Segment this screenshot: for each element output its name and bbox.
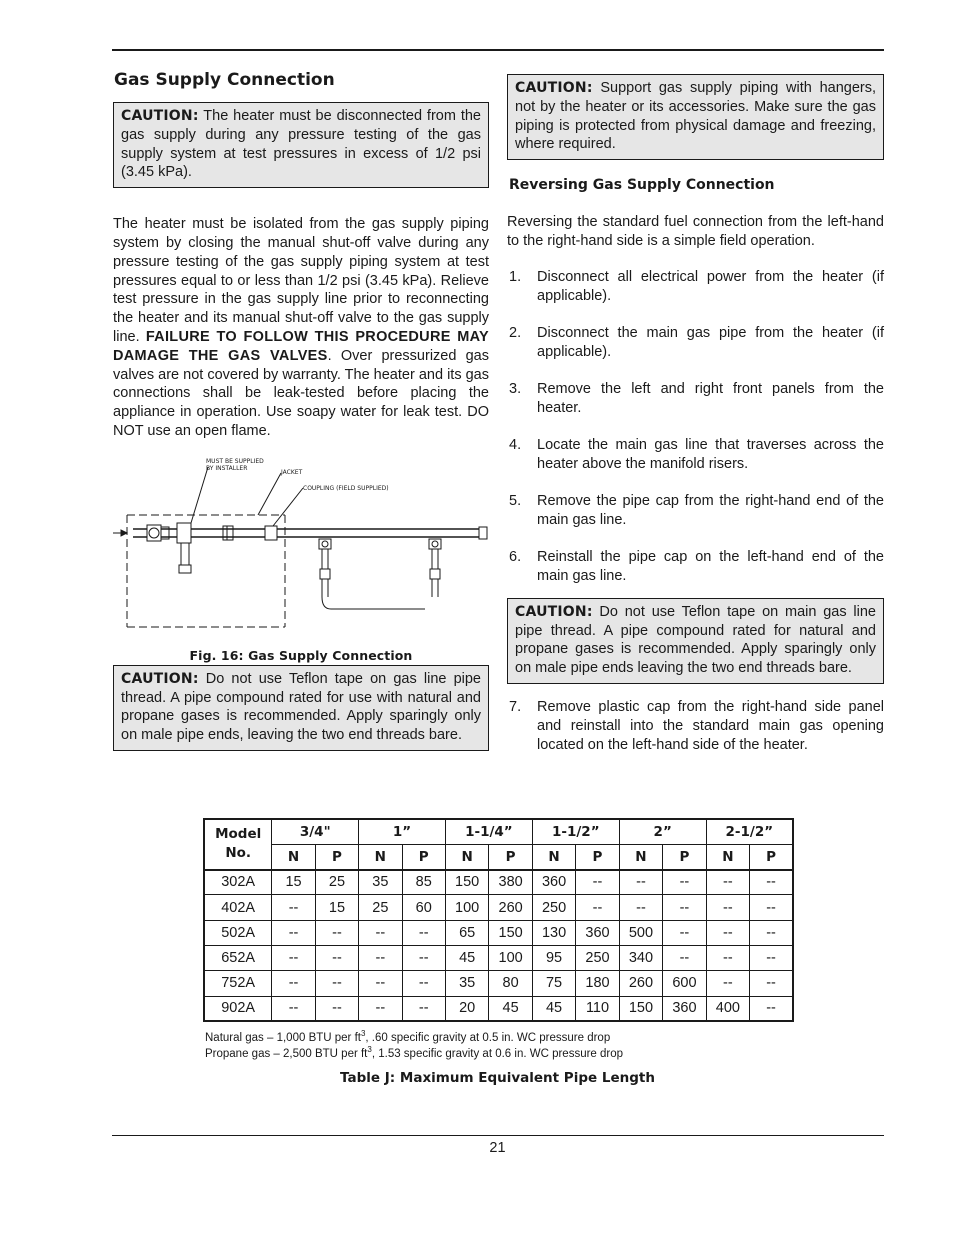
model-cell: 502A	[204, 920, 272, 945]
value-cell: --	[272, 920, 315, 945]
value-cell: --	[272, 945, 315, 970]
step-number: 6.	[509, 549, 522, 566]
value-cell: 45	[489, 996, 532, 1021]
size-header: 2-1/2”	[706, 819, 793, 844]
value-cell: 80	[489, 971, 532, 996]
model-cell: 302A	[204, 870, 272, 895]
note-text: , 1.53 specific gravity at 0.6 in. WC pressure drop	[371, 1047, 624, 1060]
step-text: Disconnect the main gas pipe from the heater (if applicable).	[537, 324, 884, 360]
value-cell: 600	[663, 971, 706, 996]
size-header: 1-1/4”	[445, 819, 532, 844]
paragraph-text: . Over pressurized gas valves are not covered by warranty. The heater and its gas connections shall be leak-tested before placing the appliance in operation. Use soapy water for leak test. DO NOT use an open flame.	[113, 347, 489, 439]
page-number: 21	[489, 1140, 506, 1156]
isolation-paragraph	[113, 215, 489, 441]
gas-type-header: N	[272, 844, 315, 869]
value-cell: 260	[619, 971, 662, 996]
value-cell: --	[750, 945, 793, 970]
value-cell: --	[750, 996, 793, 1021]
gas-type-header: N	[532, 844, 575, 869]
value-cell: --	[402, 971, 445, 996]
value-cell: --	[315, 920, 358, 945]
paragraph-text: The heater must be isolated from the gas supply piping system by closing the manual shut-off valve during any pressure testing of the gas supply piping system at test pressures equal to or less than 1/2 psi (3.45 kPa). Relieve test pressure in the gas supply line prior to reconnecting the heater and its manual shut-off valve to the gas supply line.	[113, 216, 489, 345]
table-caption: Table J: Maximum Equivalent Pipe Length	[340, 1070, 655, 1086]
gas-supply-diagram	[113, 457, 489, 663]
value-cell: --	[272, 971, 315, 996]
caution-box-main-line	[507, 598, 884, 684]
value-cell: --	[359, 945, 402, 970]
value-cell: --	[706, 920, 749, 945]
note-text: , .60 specific gravity at 0.5 in. WC pressure drop	[365, 1032, 611, 1044]
value-cell: 130	[532, 920, 575, 945]
value-cell: 45	[445, 945, 488, 970]
gas-type-header: P	[663, 844, 706, 869]
value-cell: 75	[532, 971, 575, 996]
note-text: Propane gas – 2,500 BTU per ft	[205, 1047, 368, 1060]
model-cell: 402A	[204, 895, 272, 920]
gas-type-header: P	[750, 844, 793, 869]
gas-type-header: P	[315, 844, 358, 869]
value-cell: 250	[576, 945, 619, 970]
value-cell: 100	[489, 945, 532, 970]
note-text: Natural gas – 1,000 BTU per ft	[205, 1032, 361, 1044]
value-cell: 380	[489, 870, 532, 895]
step-item	[507, 548, 884, 586]
note-superscript: 3	[360, 1029, 366, 1039]
table-row	[204, 971, 793, 996]
gas-type-header: N	[445, 844, 488, 869]
value-cell: 60	[402, 895, 445, 920]
value-cell: 65	[445, 920, 488, 945]
value-cell: --	[706, 971, 749, 996]
size-header: 3/4"	[272, 819, 359, 844]
value-cell: 150	[619, 996, 662, 1021]
gas-type-header: N	[706, 844, 749, 869]
value-cell: --	[706, 895, 749, 920]
label-coupling: COUPLING (FIELD SUPPLIED)	[303, 484, 389, 492]
value-cell: 400	[706, 996, 749, 1021]
value-cell: --	[359, 971, 402, 996]
table-row	[204, 945, 793, 970]
value-cell: 180	[576, 971, 619, 996]
value-cell: --	[576, 870, 619, 895]
table-row	[204, 996, 793, 1021]
footer-rule	[112, 1135, 884, 1136]
value-cell: --	[402, 920, 445, 945]
table-notes	[205, 1031, 623, 1062]
value-cell: --	[663, 945, 706, 970]
value-cell: 35	[445, 971, 488, 996]
steps-list	[507, 268, 884, 586]
caution-box-teflon	[113, 665, 489, 751]
warning-emphasis: FAILURE TO FOLLOW THIS PROCEDURE MAY DAMAGE THE GAS VALVES	[113, 328, 489, 364]
table-row	[204, 870, 793, 895]
reversing-intro: Reversing the standard fuel connection from the left-hand to the right-hand side is a simple field operation.	[507, 214, 884, 249]
step-number: 3.	[509, 380, 522, 397]
value-cell: 150	[489, 920, 532, 945]
gas-supply-diagram-svg	[113, 457, 489, 637]
label-installer-line2: BY INSTALLER	[206, 464, 248, 472]
value-cell: 260	[489, 895, 532, 920]
value-cell: 15	[272, 870, 315, 895]
step-number: 7.	[509, 699, 522, 716]
value-cell: 25	[359, 895, 402, 920]
value-cell: 110	[576, 996, 619, 1021]
value-cell: 150	[445, 870, 488, 895]
model-cell: 752A	[204, 971, 272, 996]
label-jacket: JACKET	[281, 468, 303, 476]
step-text: Remove plastic cap from the right-hand side panel and reinstall into the standard main gas opening located on the left-hand side of the heater.	[537, 699, 884, 753]
caution-label: CAUTION:	[121, 108, 199, 124]
step-text: Remove the pipe cap from the right-hand end of the main gas line.	[537, 493, 884, 528]
value-cell: --	[619, 870, 662, 895]
value-cell: --	[750, 870, 793, 895]
left-column	[113, 68, 489, 751]
value-cell: --	[706, 870, 749, 895]
value-cell: 360	[532, 870, 575, 895]
gas-type-header: P	[576, 844, 619, 869]
value-cell: --	[663, 870, 706, 895]
size-header: 1-1/2”	[532, 819, 619, 844]
caution-box-support	[507, 74, 884, 160]
step-item	[507, 698, 884, 754]
table-body	[204, 870, 793, 1022]
value-cell: --	[750, 971, 793, 996]
value-cell: 85	[402, 870, 445, 895]
pipe-length-table	[203, 818, 794, 1022]
value-cell: 500	[619, 920, 662, 945]
value-cell: --	[663, 895, 706, 920]
size-header: 2”	[619, 819, 706, 844]
step-number: 2.	[509, 324, 522, 341]
step-text: Remove the left and right front panels from the heater.	[537, 380, 884, 416]
caution-label: CAUTION:	[515, 603, 593, 620]
value-cell: 340	[619, 945, 662, 970]
value-cell: 360	[576, 920, 619, 945]
gas-type-header: P	[402, 844, 445, 869]
caution-text: Support gas supply piping with hangers, not by the heater or its accessories. Make sure the gas piping is protected from physical damage and freezing, where required.	[515, 80, 876, 153]
value-cell: --	[750, 920, 793, 945]
step-number: 5.	[509, 493, 522, 510]
value-cell: --	[359, 920, 402, 945]
model-header-line2: No.	[225, 845, 252, 862]
model-cell: 652A	[204, 945, 272, 970]
right-column	[507, 74, 884, 773]
value-cell: 250	[532, 895, 575, 920]
value-cell: 15	[315, 895, 358, 920]
value-cell: --	[402, 945, 445, 970]
value-cell: 35	[359, 870, 402, 895]
table-row	[204, 920, 793, 945]
step-item	[507, 436, 884, 474]
step-number: 4.	[509, 437, 522, 454]
caution-text: Do not use Teflon tape on main gas line pipe thread. A pipe compound rated for natural and propane gases is recommended. Apply sparingly only on male pipe ends leaving the two end threads bare.	[515, 603, 876, 677]
caution-box-disconnect	[113, 102, 489, 188]
caution-text: Do not use Teflon tape on gas line pipe thread. A pipe compound rated for use with natural and propane gases is recommended. Apply sparingly only on male pipe ends, leaving the two end threads bare.	[121, 670, 481, 744]
step-text: Disconnect all electrical power from the heater (if applicable).	[537, 268, 884, 304]
step-item	[507, 492, 884, 530]
figure-caption: Fig. 16: Gas Supply Connection	[189, 647, 413, 663]
caution-text: The heater must be disconnected from the gas supply during any pressure testing of the gas supply system at test pressures in excess of 1/2 psi (3.45 kPa).	[121, 108, 481, 181]
step-text: Reinstall the pipe cap on the left-hand end of the main gas line.	[537, 549, 884, 585]
model-header	[204, 819, 272, 870]
size-header: 1”	[359, 819, 446, 844]
value-cell: --	[315, 971, 358, 996]
value-cell: --	[315, 945, 358, 970]
table-row	[204, 895, 793, 920]
model-header-line1: Model	[215, 826, 262, 843]
note-natural-gas	[205, 1031, 623, 1047]
value-cell: 360	[663, 996, 706, 1021]
value-cell: --	[706, 945, 749, 970]
value-cell: 95	[532, 945, 575, 970]
note-propane-gas	[205, 1044, 624, 1063]
label-installer-line1: MUST BE SUPPLIED	[206, 457, 264, 465]
value-cell: --	[272, 895, 315, 920]
caution-label: CAUTION:	[515, 80, 593, 96]
value-cell: 25	[315, 870, 358, 895]
value-cell: 20	[445, 996, 488, 1021]
steps-list-continued	[507, 698, 884, 754]
value-cell: 45	[532, 996, 575, 1021]
value-cell: --	[619, 895, 662, 920]
section-title: Gas Supply Connection	[114, 70, 335, 90]
gas-type-header: P	[489, 844, 532, 869]
value-cell: --	[663, 920, 706, 945]
gas-type-header: N	[359, 844, 402, 869]
value-cell: --	[750, 895, 793, 920]
step-text: Locate the main gas line that traverses across the heater above the manifold risers.	[537, 437, 884, 472]
step-item	[507, 268, 884, 306]
value-cell: --	[402, 996, 445, 1021]
step-number: 1.	[509, 268, 522, 285]
caution-label: CAUTION:	[121, 670, 199, 687]
value-cell: --	[359, 996, 402, 1021]
value-cell: --	[576, 895, 619, 920]
value-cell: --	[272, 996, 315, 1021]
gas-type-header: N	[619, 844, 662, 869]
model-cell: 902A	[204, 996, 272, 1021]
value-cell: --	[315, 996, 358, 1021]
header-rule	[112, 49, 884, 51]
step-item	[507, 380, 884, 418]
value-cell: 100	[445, 895, 488, 920]
subsection-title: Reversing Gas Supply Connection	[509, 177, 775, 194]
note-superscript: 3	[367, 1044, 372, 1054]
step-item	[507, 324, 884, 362]
